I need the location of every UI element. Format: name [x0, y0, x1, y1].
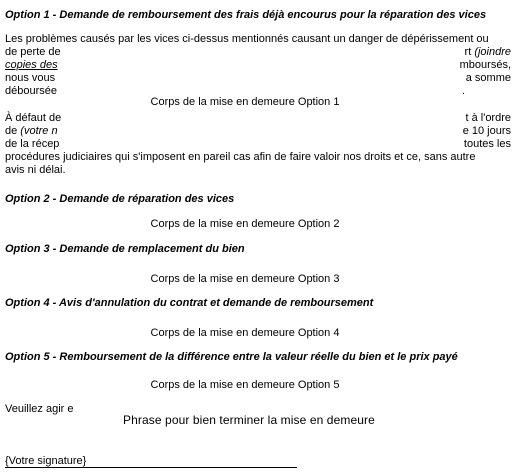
option1-p1-line4: nous vous a somme: [5, 72, 511, 84]
option2-body-label: Corps de la mise en demeure Option 2: [150, 218, 340, 230]
closing-phrase: Phrase pour bien terminer la mise en demeure: [123, 413, 375, 427]
option1-p2-line5: avis ni délai.: [5, 164, 66, 176]
option5-body-label: Corps de la mise en demeure Option 5: [150, 379, 340, 391]
option3-body-label: Corps de la mise en demeure Option 3: [150, 273, 340, 285]
option1-heading: Option 1 - Demande de remboursement des frais déjà encourus pour la réparation des vices: [5, 9, 487, 21]
option2-heading: Option 2 - Demande de réparation des vices: [5, 193, 235, 205]
option1-p2-line1: À défaut de t à l'ordre: [5, 112, 511, 124]
option1-paragraph-1: [5, 33, 511, 98]
option1-p1-line3: copies des mboursés,: [5, 59, 511, 71]
signature-label: {Votre signature}: [5, 455, 87, 467]
option1-paragraph-2: [5, 112, 511, 177]
option1-p2-line4: procédures judiciaires qui s'imposent en pareil cas afin de faire valoir nos droits et ce, sans autre: [5, 151, 476, 163]
option1-p1-line2: de perte de rt (joindre: [5, 46, 511, 58]
option4-body-label: Corps de la mise en demeure Option 4: [150, 327, 340, 339]
closing-text: Veuillez agir e: [5, 403, 74, 415]
option1-p1-line5: déboursée .: [5, 85, 465, 97]
option5-heading: Option 5 - Remboursement de la différence entre la valeur réelle du bien et le prix payé: [5, 351, 458, 363]
option1-body-label: Corps de la mise en demeure Option 1: [150, 96, 340, 108]
signature-line[interactable]: [5, 455, 297, 468]
option1-p1-line1: Les problèmes causés par les vices ci-dessus mentionnés causant un danger de dépérissement ou: [5, 33, 489, 45]
option1-p2-line2: de (votre n e 10 jours: [5, 125, 511, 137]
option3-heading: Option 3 - Demande de remplacement du bien: [5, 243, 245, 255]
option4-heading: Option 4 - Avis d'annulation du contrat et demande de remboursement: [5, 297, 374, 309]
option1-p2-line3: de la récep toutes les: [5, 138, 511, 150]
